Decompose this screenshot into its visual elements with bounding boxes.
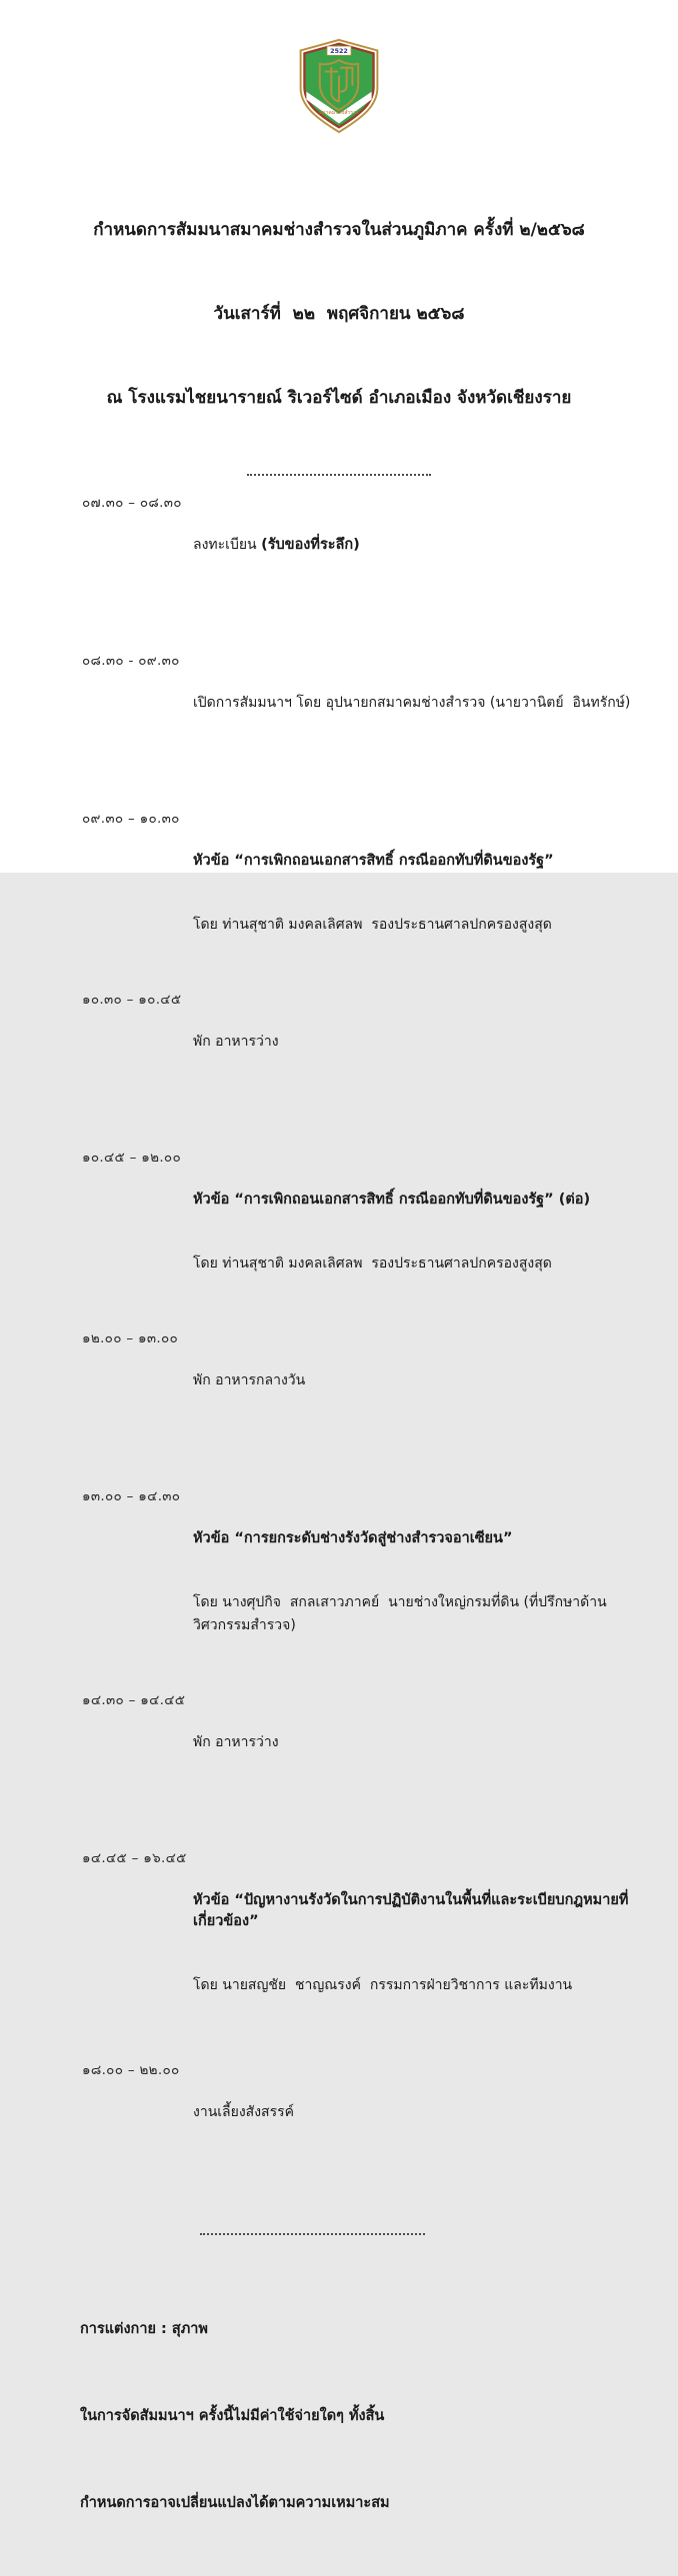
subject-to-change-note: กำหนดการอาจเปลี่ยนแปลงได้ตามความเหมาะสม bbox=[80, 2495, 390, 2511]
time-range: ๑๓.๐๐ – ๑๔.๓๐ bbox=[82, 1488, 181, 1504]
schedule-row bbox=[82, 1486, 648, 1679]
association-shield-logo bbox=[293, 38, 385, 134]
speaker-line: โดย นางศุปกิจ สกลเสาวภาคย์ นายช่างใหญ่กรมที่ดิน (ที่ปรึกษาด้านวิศวกรรมสำรวจ) bbox=[193, 1594, 607, 1633]
activity-text: พัก อาหารกลางวัน bbox=[193, 1372, 306, 1388]
time-range: ๑๒.๐๐ – ๑๓.๐๐ bbox=[82, 1330, 179, 1346]
title-line-2: วันเสาร์ที่ ๒๒ พฤศจิกายน ๒๕๖๘ bbox=[213, 304, 465, 324]
activity-text: เปิดการสัมมนาฯ โดย อุปนายกสมาคมช่างสำรวจ (นายวานิตย์ อินทรักษ์) bbox=[193, 695, 631, 711]
schedule-row bbox=[82, 1328, 648, 1475]
schedule-row bbox=[82, 809, 648, 979]
activity-text: ลงทะเบียน bbox=[193, 537, 262, 553]
activity-description bbox=[193, 809, 648, 979]
activity-text-bold: หัวข้อ “ปัญหางานรังวัดในการปฏิบัติงานในพื้นที่และระเบียบกฎหมายที่เกี่ยวข้อง” bbox=[193, 1892, 629, 1929]
schedule-row bbox=[82, 651, 648, 798]
speaker-line: โดย ท่านสุชาติ มงคลเลิศลพ รองประธานศาลปกครองสูงสุด bbox=[193, 1256, 552, 1272]
activity-description bbox=[193, 990, 648, 1137]
schedule-row bbox=[82, 1148, 648, 1317]
activity-description bbox=[193, 1328, 648, 1475]
schedule-row bbox=[82, 1848, 648, 2039]
no-fee-note: ในการจัดสัมมนาฯ ครั้งนี้ไม่มีค่าใช้จ่ายใดๆ ทั้งสิ้น bbox=[80, 2408, 385, 2424]
time-range: ๑๔.๔๕ – ๑๖.๔๕ bbox=[82, 1850, 187, 1866]
schedule-row bbox=[82, 1690, 648, 1837]
schedule-row bbox=[82, 2060, 648, 2207]
time-range: ๑๐.๔๕ – ๑๒.๐๐ bbox=[82, 1150, 182, 1166]
activity-text: พัก อาหารว่าง bbox=[193, 1034, 279, 1050]
time-range: ๐๙.๓๐ – ๑๐.๓๐ bbox=[82, 811, 180, 827]
time-range: ๑๐.๓๐ – ๑๐.๔๕ bbox=[82, 992, 182, 1008]
time-range: ๑๘.๐๐ – ๒๒.๐๐ bbox=[82, 2062, 180, 2078]
activity-description bbox=[193, 1690, 648, 1837]
activity-description bbox=[193, 2060, 648, 2207]
activity-description bbox=[193, 1486, 648, 1679]
activity-description bbox=[193, 493, 648, 640]
activity-text: งานเลี้ยงสังสรรค์ bbox=[193, 2104, 295, 2120]
time-range: ๐๗.๓๐ – ๐๘.๓๐ bbox=[82, 495, 182, 511]
document-title-block bbox=[0, 160, 678, 468]
activity-text-bold: หัวข้อ “การยกระดับช่างรังวัดสู่ช่างสำรวจอาเซียน” bbox=[193, 1530, 513, 1546]
logo-container bbox=[0, 0, 678, 138]
title-line-3: ณ โรงแรมไชยนารายณ์ ริเวอร์ไซด์ อำเภอเมือง จังหวัดเชียงราย bbox=[106, 388, 572, 408]
activity-text-bold: (รับของที่ระลึก) bbox=[261, 537, 360, 553]
dotted-separator-top bbox=[247, 474, 431, 476]
time-range: ๑๔.๓๐ – ๑๔.๔๕ bbox=[82, 1692, 186, 1708]
activity-text: พัก อาหารว่าง bbox=[193, 1734, 279, 1750]
dotted-separator-bottom bbox=[200, 2233, 425, 2235]
time-range: ๐๘.๓๐ - ๐๙.๓๐ bbox=[82, 653, 180, 669]
schedule-row bbox=[82, 990, 648, 1137]
footer-notes bbox=[0, 2257, 678, 2576]
logo-caption-text: สมาคมช่างสำรวจ bbox=[318, 109, 360, 116]
title-line-1: กำหนดการสัมมนาสมาคมช่างสำรวจในส่วนภูมิภาค ครั้งที่ ๒/๒๕๖๘ bbox=[93, 220, 585, 240]
speaker-line: โดย ท่านสุชาติ มงคลเลิศลพ รองประธานศาลปกครองสูงสุด bbox=[193, 917, 552, 933]
schedule-row bbox=[82, 493, 648, 640]
activity-description bbox=[193, 651, 648, 798]
activity-description bbox=[193, 1848, 648, 2039]
activity-text-bold: หัวข้อ “การเพิกถอนเอกสารสิทธิ์ กรณีออกทับที่ดินของรัฐ” (ต่อ) bbox=[193, 1192, 591, 1208]
dress-code-note: การแต่งกาย : สุภาพ bbox=[80, 2321, 208, 2337]
agenda-schedule bbox=[0, 493, 678, 2207]
logo-year-text: 2522 bbox=[330, 48, 348, 56]
speaker-line: โดย นายสญชัย ชาญณรงค์ กรรมการฝ่ายวิชาการ และทีมงาน bbox=[193, 1977, 573, 1993]
activity-text-bold: หัวข้อ “การเพิกถอนเอกสารสิทธิ์ กรณีออกทับที่ดินของรัฐ” bbox=[193, 853, 554, 869]
activity-description bbox=[193, 1148, 648, 1317]
